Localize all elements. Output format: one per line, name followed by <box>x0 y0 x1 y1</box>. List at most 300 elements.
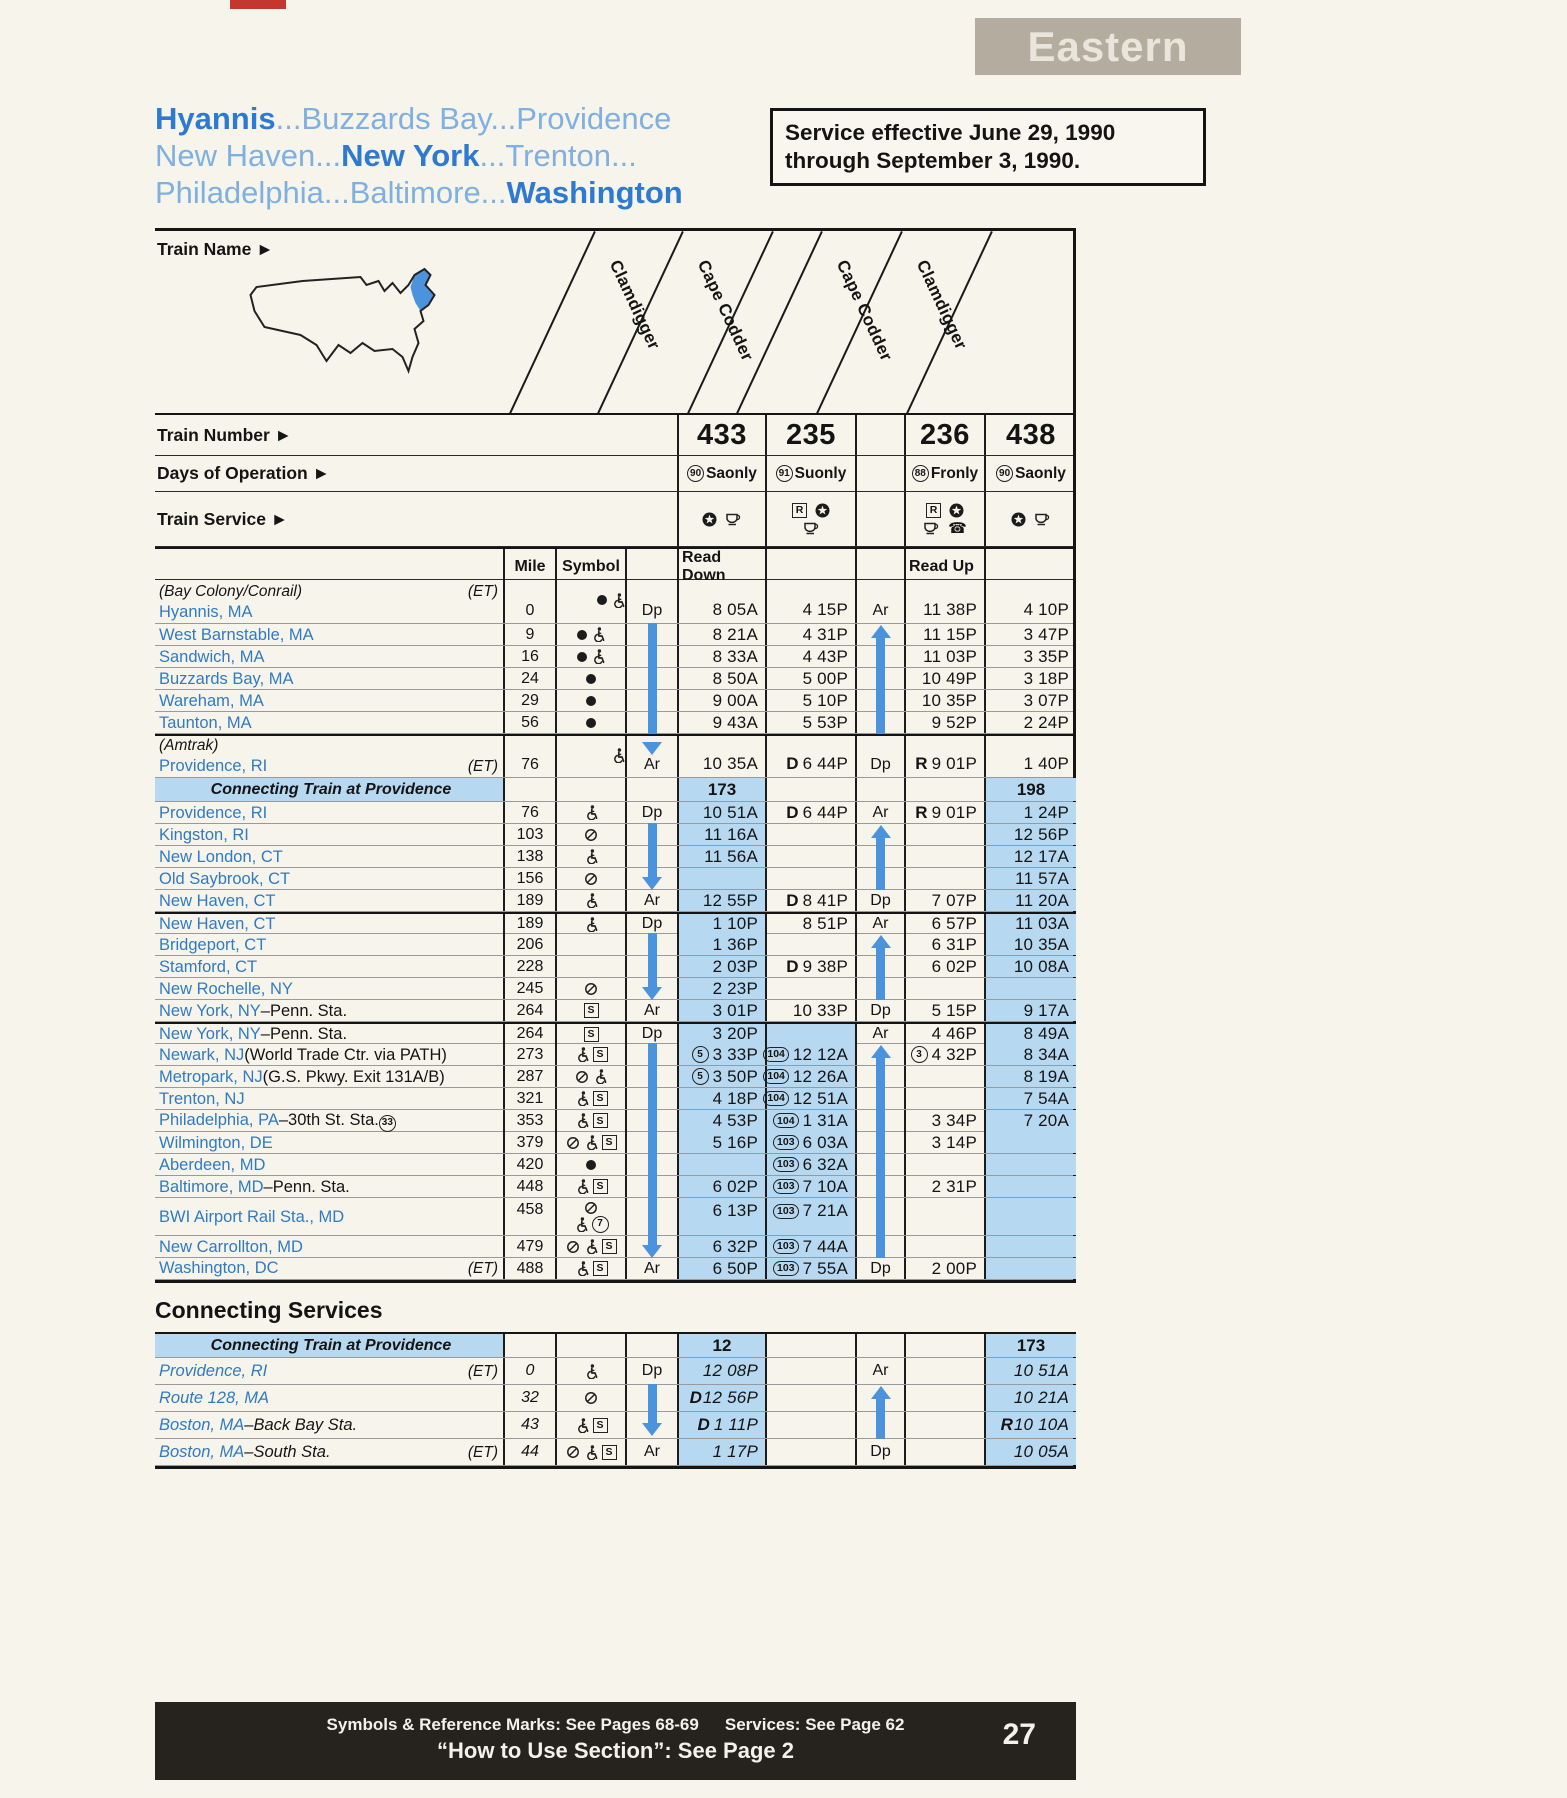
time-value <box>922 669 977 689</box>
time-cell-236 <box>906 668 986 689</box>
telephone-icon: ☎ <box>948 519 967 537</box>
ardp-cell <box>627 1024 679 1044</box>
train-number-cell <box>679 415 767 455</box>
time-text: 1 31A <box>802 1110 848 1130</box>
ardp-cell <box>627 1439 679 1465</box>
mile-cell: 264 <box>505 1024 557 1044</box>
time-value <box>932 1259 977 1279</box>
route-arrow-bar <box>648 933 657 956</box>
ardp-cell <box>627 1198 679 1235</box>
wheelchair-accessible-icon <box>584 893 598 908</box>
time-cell-433 <box>679 1258 767 1279</box>
time-text: 11 03A <box>1015 914 1069 933</box>
route-arrow-bar <box>876 867 885 890</box>
station-row <box>155 1022 1073 1044</box>
time-cell-236 <box>906 1088 986 1109</box>
service-cell <box>857 492 906 546</box>
time-value <box>923 600 977 620</box>
symbol-line <box>584 828 598 842</box>
ardp-cell <box>857 712 906 733</box>
ardp-cell <box>857 824 906 845</box>
connecting-train-number <box>679 778 767 801</box>
station-name-line <box>155 602 503 622</box>
time-text: 7 07P <box>931 890 977 910</box>
time-cell-438 <box>986 580 1076 623</box>
ardp-label: Ar <box>872 602 889 619</box>
train-number-label: Train Number ► <box>155 415 679 455</box>
time-text: 10 35P <box>921 690 977 710</box>
time-value <box>1024 1067 1069 1087</box>
flag-stop-dot-icon <box>586 718 596 728</box>
time-text: 10 08A <box>1013 956 1069 976</box>
ardp-label: Ar <box>644 1443 660 1460</box>
ardp-label: Dp <box>870 756 891 773</box>
mile-cell: 43 <box>505 1412 557 1438</box>
ardp-cell <box>857 978 906 999</box>
time-text: 3 33P <box>712 1044 758 1064</box>
mile-cell: 488 <box>505 1258 557 1279</box>
service-icon-line <box>923 521 967 536</box>
route-arrow-bar <box>648 645 657 668</box>
station-name: Buzzards Bay, MA <box>159 669 294 688</box>
time-cell-438 <box>986 1236 1076 1257</box>
station-row <box>155 1088 1073 1110</box>
ardp-cell <box>857 624 906 645</box>
time-text: 4 10P <box>1023 600 1069 619</box>
mile-cell: 287 <box>505 1066 557 1087</box>
time-cell-235 <box>767 646 857 667</box>
time-cell-236 <box>906 1198 986 1235</box>
ardp-label: Ar <box>872 1362 889 1379</box>
route-arrow-bar <box>648 977 657 987</box>
time-cell-236 <box>906 934 986 955</box>
time-cell-235 <box>767 668 857 689</box>
symbol-line <box>575 1091 608 1106</box>
ardp-cell <box>857 1358 906 1384</box>
symbol-line <box>584 893 598 908</box>
page-number: 27 <box>1002 1718 1036 1751</box>
mile-cell: 448 <box>505 1176 557 1197</box>
stops-box-icon: S <box>602 1445 617 1460</box>
time-cell-235 <box>767 690 857 711</box>
time-value <box>773 1177 848 1197</box>
time-cell-433 <box>679 1088 767 1109</box>
symbol-line <box>584 1027 599 1042</box>
station-cell <box>155 1066 505 1087</box>
ardp-cell <box>627 580 679 623</box>
time-text: 12 55P <box>702 890 758 910</box>
reservations-box-icon: R <box>792 503 807 518</box>
time-cell-433 <box>679 1412 767 1438</box>
no-baggage-icon <box>566 1240 580 1254</box>
time-cell-438 <box>986 712 1076 733</box>
ardp-cell <box>857 890 906 911</box>
flag-stop-dot-icon <box>586 674 596 684</box>
time-text: 7 55A <box>802 1258 848 1278</box>
time-value <box>713 1442 758 1462</box>
time-cell-438 <box>986 914 1076 934</box>
snack-cup-icon <box>1034 512 1051 526</box>
time-cell-433 <box>679 890 767 911</box>
time-cell-438 <box>986 1358 1076 1384</box>
connecting-bar-label: Connecting Train at Providence <box>210 1336 452 1354</box>
route-arrow-bar <box>876 1175 885 1198</box>
station-name: Route 128, MA <box>159 1389 270 1407</box>
ardp-cell <box>857 736 906 777</box>
days-entry <box>912 465 978 483</box>
connecting-services-section <box>155 1297 1076 1469</box>
station-row <box>155 1000 1073 1022</box>
connecting-train-number <box>986 778 1076 801</box>
days-text: Saonly <box>706 464 757 482</box>
time-value <box>1024 1001 1069 1021</box>
time-cell-236 <box>906 778 986 801</box>
time-cell-236 <box>906 1044 986 1065</box>
mile-cell: 9 <box>505 624 557 645</box>
time-text: 1 11P <box>713 1415 758 1434</box>
days-cell <box>857 456 906 491</box>
time-cell-235 <box>767 712 857 733</box>
symbol-cell <box>557 1334 627 1357</box>
symbol-cell <box>557 1066 627 1087</box>
wheelchair-accessible-icon <box>584 1445 598 1460</box>
timezone-note: (ET) <box>467 1443 498 1461</box>
time-value <box>713 1111 758 1131</box>
time-value <box>1024 713 1069 733</box>
time-cell-433 <box>679 1176 767 1197</box>
time-text: 10 10A <box>1013 1415 1069 1434</box>
symbol-line <box>584 872 598 886</box>
time-cell-236 <box>906 580 986 623</box>
station-name-line <box>155 625 503 645</box>
time-cell-433 <box>679 1385 767 1411</box>
symbol-line <box>584 982 598 996</box>
eastern-region-banner <box>975 18 1241 75</box>
station-cell <box>155 1132 505 1153</box>
arrow-head-down-icon <box>642 987 662 1000</box>
time-cell-433 <box>679 736 767 777</box>
train-number-ref: 104 <box>763 1091 789 1106</box>
route-arrow-bar <box>648 1109 657 1133</box>
time-cell-236 <box>906 868 986 889</box>
train-number-cell <box>857 415 906 455</box>
station-name: Wilmington, DE <box>159 1133 273 1152</box>
timezone-note: (ET) <box>467 758 498 775</box>
symbol-header: Symbol <box>557 549 627 585</box>
ardp-label: Dp <box>641 803 663 821</box>
route-arrow-bar <box>648 1235 657 1245</box>
circled-number-ref: 91 <box>776 465 793 482</box>
time-cell-236 <box>906 1132 986 1153</box>
symbol-line <box>575 1047 608 1062</box>
time-text: 6 32P <box>712 1236 758 1256</box>
time-text: 12 12A <box>792 1044 848 1064</box>
train-number-ref: 103 <box>773 1135 799 1150</box>
mile-cell: 76 <box>505 802 557 823</box>
train-number-ref: 103 <box>773 1204 799 1219</box>
time-cell-433 <box>679 1000 767 1021</box>
time-text: 4 18P <box>712 1088 758 1108</box>
station-name-line <box>155 713 503 733</box>
time-value <box>786 891 848 911</box>
time-cell-235 <box>767 1154 857 1175</box>
time-cell-438 <box>986 1198 1076 1235</box>
route-arrow-bar <box>648 623 657 646</box>
mile-cell: 264 <box>505 1000 557 1021</box>
station-name-line <box>155 1133 503 1153</box>
connecting-bar-label-cell <box>155 778 505 801</box>
time-text: 10 33P <box>792 1000 848 1020</box>
reference-letter: D <box>786 802 799 822</box>
station-name: West Barnstable, MA <box>159 625 314 644</box>
service-cell <box>679 492 767 546</box>
time-text: 8 21A <box>712 624 758 644</box>
time-value <box>915 754 977 774</box>
time-value <box>713 1177 758 1197</box>
ardp-cell <box>627 1110 679 1132</box>
reference-letter: D <box>786 956 799 976</box>
station-name: Hyannis, MA <box>159 602 253 621</box>
station-cell <box>155 1198 505 1235</box>
train-number-text: 173 <box>707 779 737 799</box>
time-cell-235 <box>767 1412 857 1438</box>
station-name-line <box>155 847 503 867</box>
ardp-cell <box>627 1132 679 1153</box>
time-cell-433 <box>679 934 767 955</box>
wheelchair-accessible-icon <box>584 1364 598 1379</box>
time-value <box>713 1259 758 1279</box>
station-row <box>155 668 1073 690</box>
time-value <box>713 979 758 999</box>
station-cell <box>155 1236 505 1257</box>
station-row <box>155 690 1073 712</box>
ardp-cell <box>857 868 906 889</box>
time-text: 9 38P <box>802 956 848 976</box>
time-value <box>703 1361 758 1381</box>
station-row <box>155 1236 1073 1258</box>
ardp-label: Ar <box>872 803 889 821</box>
station-name-line <box>155 691 503 711</box>
flag-stop-dot-icon <box>586 1160 596 1170</box>
service-effective-line2: through September 3, 1990. <box>785 148 1081 173</box>
snack-cup-icon <box>725 512 742 526</box>
train-number-cell <box>767 415 857 455</box>
station-row <box>155 734 1073 778</box>
days-text: Saonly <box>1015 464 1066 482</box>
ardp-cell <box>857 1088 906 1109</box>
time-text: 3 14P <box>931 1132 977 1152</box>
flag-stop-dot-icon <box>597 595 607 605</box>
route-arrow-bar <box>648 867 657 877</box>
time-text: 8 19A <box>1023 1066 1069 1086</box>
time-text: 6 03A <box>802 1132 848 1152</box>
symbol-line <box>584 849 598 864</box>
station-cell <box>155 624 505 645</box>
station-cell <box>155 846 505 867</box>
time-cell-235 <box>767 736 857 777</box>
days-text: Fronly <box>930 464 979 482</box>
station-name-line <box>155 957 503 977</box>
circled-number-ref: 5 <box>692 1068 709 1085</box>
station-cell <box>155 580 505 623</box>
station-name-line <box>155 1024 503 1044</box>
no-baggage-icon <box>566 1136 580 1150</box>
station-name-line <box>155 1237 503 1257</box>
station-row <box>155 912 1073 934</box>
station-cell <box>155 1154 505 1175</box>
time-cell-433 <box>679 1044 767 1065</box>
snack-cup-icon <box>923 521 940 535</box>
mile-cell <box>505 1334 557 1357</box>
ardp-cell <box>627 802 679 823</box>
ardp-cell <box>857 914 906 934</box>
time-text: 8 05A <box>712 600 758 619</box>
custom-class-star-icon <box>815 503 830 518</box>
station-name: BWI Airport Rail Sta., MD <box>159 1207 345 1226</box>
time-value <box>803 647 848 667</box>
route-arrow-bar <box>648 845 657 868</box>
time-cell-236 <box>906 914 986 934</box>
train-number-ref: 103 <box>773 1239 799 1254</box>
time-text: 10 51A <box>1013 1361 1069 1380</box>
symbol-line <box>586 718 596 728</box>
station-row <box>155 624 1073 646</box>
time-value <box>932 891 977 911</box>
service-effective-box <box>770 108 1206 186</box>
time-text: 2 24P <box>1023 712 1069 732</box>
time-text: 11 20A <box>1015 890 1069 910</box>
ardp-label: Dp <box>870 1001 891 1019</box>
symbol-cell <box>557 1154 627 1175</box>
station-cell <box>155 712 505 733</box>
wheelchair-accessible-icon <box>584 849 598 864</box>
wheelchair-accessible-icon <box>611 593 625 608</box>
reference-letter: R <box>915 802 928 822</box>
wheelchair-accessible-icon <box>584 1239 598 1254</box>
ardp-cell <box>627 1044 679 1065</box>
time-cell-438 <box>986 1176 1076 1197</box>
time-text: 11 57A <box>1015 868 1069 888</box>
time-value <box>692 1067 758 1087</box>
time-value <box>923 625 977 645</box>
ardp-cell <box>627 778 679 801</box>
time-cell-236 <box>906 1176 986 1197</box>
route-arrow-bar <box>876 1398 885 1412</box>
station-row <box>155 580 1073 624</box>
station-cell <box>155 1258 505 1279</box>
time-value <box>704 847 758 867</box>
route-arrow-bar <box>648 1175 657 1198</box>
station-name-line <box>155 1361 503 1382</box>
ardp-cell <box>627 978 679 999</box>
symbol-cell <box>557 668 627 689</box>
symbol-cell <box>557 934 627 955</box>
ardp-label: Ar <box>644 1259 660 1277</box>
train-number-ref: 103 <box>773 1261 799 1276</box>
time-cell-236 <box>906 1236 986 1257</box>
time-value <box>713 914 758 934</box>
time-cell-438 <box>986 1066 1076 1087</box>
time-text: 12 51A <box>792 1088 848 1108</box>
symbol-cell <box>557 1412 627 1438</box>
route-title-segment: New York <box>341 138 480 173</box>
station-cell <box>155 978 505 999</box>
route-title-segment: Washington <box>506 175 683 210</box>
reference-letter: D <box>689 1388 702 1407</box>
station-cell <box>155 1088 505 1109</box>
ardp-cell <box>857 690 906 711</box>
time-value <box>932 957 977 977</box>
time-value <box>1001 1415 1069 1435</box>
time-value <box>932 935 977 955</box>
time-value <box>713 713 758 733</box>
time-text: 2 23P <box>712 978 758 998</box>
route-title-segment: Philadelphia...Baltimore... <box>155 175 507 210</box>
station-row <box>155 868 1073 890</box>
time-cell-433 <box>679 868 767 889</box>
time-cell-433 <box>679 914 767 934</box>
time-text: 4 43P <box>802 646 848 666</box>
time-cell-433 <box>679 712 767 733</box>
time-cell-235 <box>767 1176 857 1197</box>
stops-box-icon: S <box>593 1418 608 1433</box>
train-number: 433 <box>697 418 747 451</box>
symbol-line <box>566 1445 617 1460</box>
footer-bar <box>155 1702 1076 1780</box>
days-entry <box>996 465 1066 483</box>
time-cell-236 <box>906 978 986 999</box>
time-text: 3 07P <box>1023 690 1069 710</box>
ardp-cell <box>857 956 906 977</box>
mile-cell: 245 <box>505 978 557 999</box>
ardp-label: Ar <box>644 1001 660 1019</box>
station-cell <box>155 646 505 667</box>
time-cell-235 <box>767 846 857 867</box>
train-number-ref: 103 <box>773 1179 799 1194</box>
station-name-line <box>155 1110 503 1132</box>
symbol-cell <box>557 802 627 823</box>
time-text: 6 44P <box>802 754 848 773</box>
time-cell-438 <box>986 846 1076 867</box>
time-text: 10 35A <box>702 754 758 773</box>
symbol-cell <box>557 890 627 911</box>
mile-cell: 353 <box>505 1110 557 1132</box>
ardp-cell <box>627 1176 679 1197</box>
column-header-row <box>155 547 1073 584</box>
route-title <box>155 100 795 211</box>
ardp-cell <box>627 868 679 889</box>
stops-box-icon: S <box>602 1135 617 1150</box>
time-text: 6 13P <box>712 1201 758 1220</box>
ardp-cell <box>857 846 906 867</box>
route-arrow-bar <box>876 1153 885 1176</box>
station-name-line <box>155 891 503 911</box>
symbol-line <box>584 805 598 820</box>
station-row <box>155 1176 1073 1198</box>
station-cell <box>155 802 505 823</box>
time-cell-235 <box>767 914 857 934</box>
station-name: New London, CT <box>159 847 283 866</box>
time-cell-235 <box>767 1110 857 1132</box>
ardp-cell <box>857 1024 906 1044</box>
time-cell-438 <box>986 736 1076 777</box>
ardp-cell <box>627 624 679 645</box>
mile-cell: 138 <box>505 846 557 867</box>
station-name-line <box>155 914 503 934</box>
wheelchair-accessible-icon <box>575 1113 589 1128</box>
time-value <box>703 754 758 774</box>
mile-cell: 228 <box>505 956 557 977</box>
